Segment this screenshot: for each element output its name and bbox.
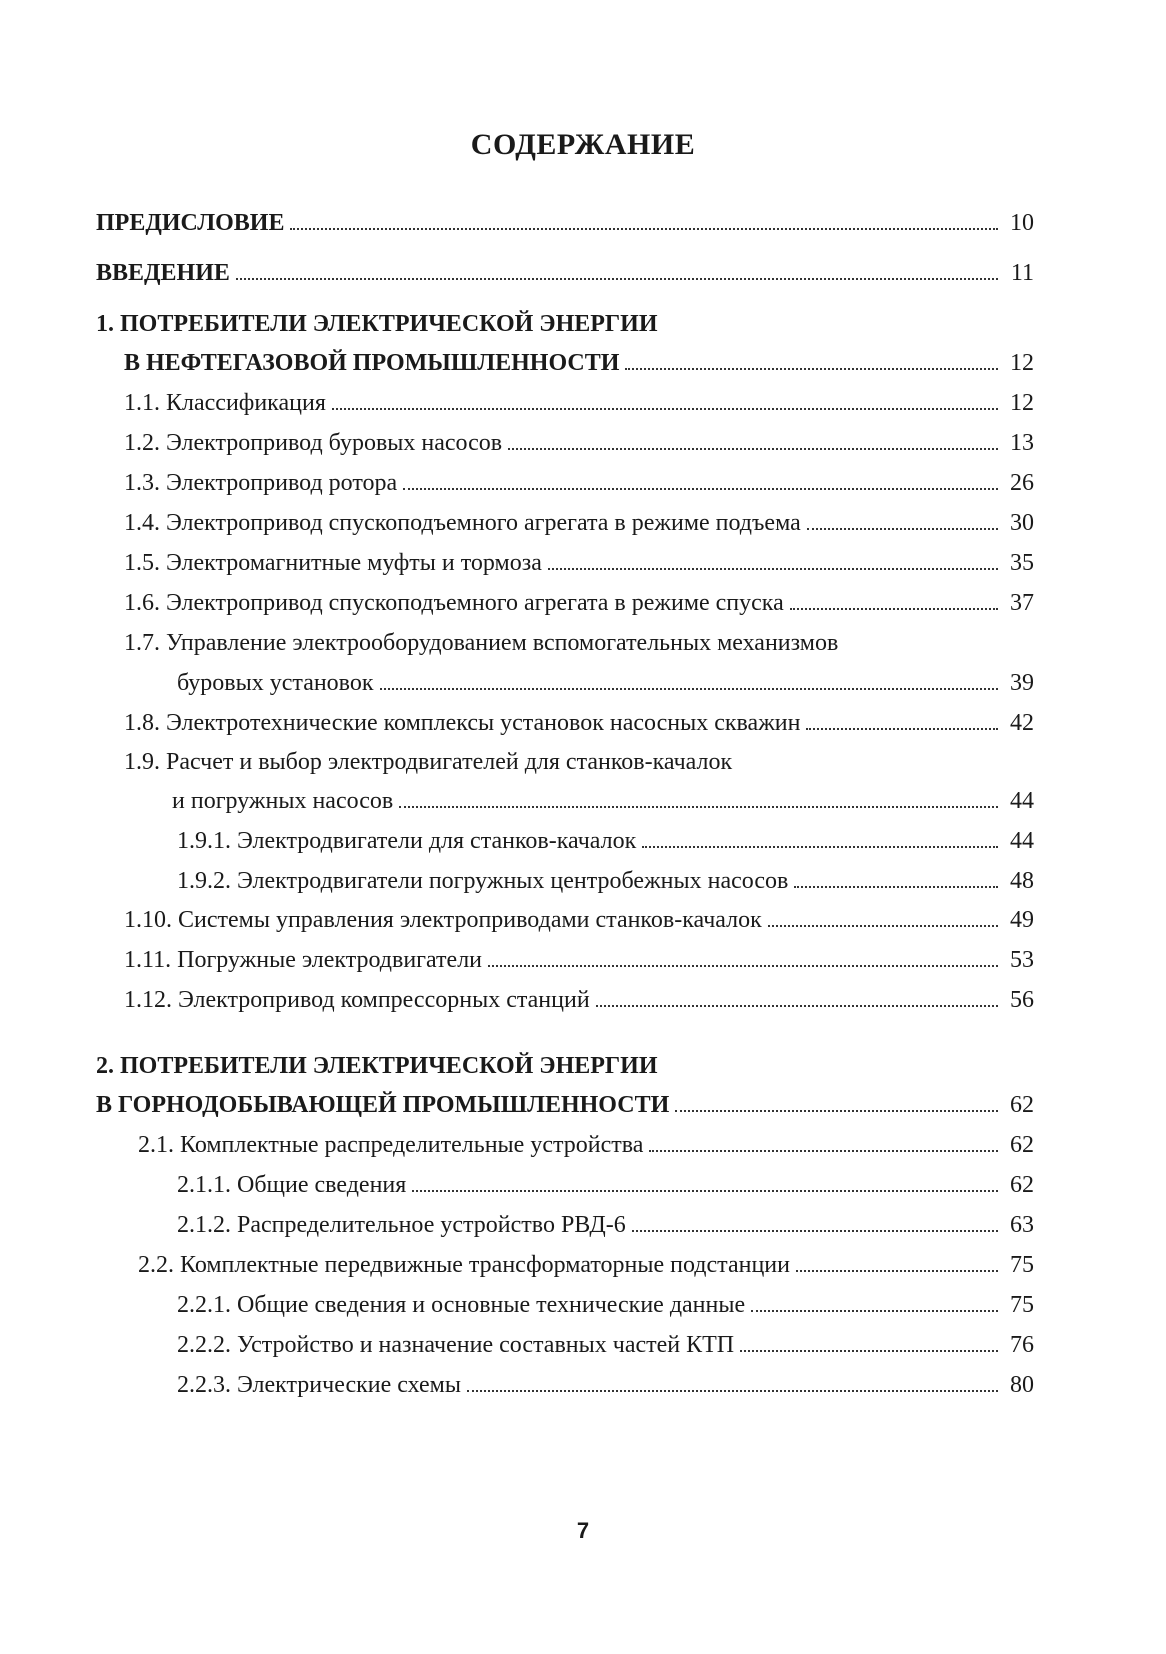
toc-leader (790, 607, 998, 610)
toc-page-number: 26 (1010, 470, 1034, 496)
toc-leader (642, 845, 998, 848)
toc-leader (806, 727, 998, 730)
toc-entry-text: 1.9.2. Электродвигатели погружных центробежных насосов (177, 868, 789, 894)
toc-leader (380, 687, 998, 690)
toc-leader (548, 567, 998, 570)
toc-entry-2-2-1[interactable] (177, 1286, 1034, 1320)
toc-entry-text: 1. ПОТРЕБИТЕЛИ ЭЛЕКТРИЧЕСКОЙ ЭНЕРГИИ (96, 311, 658, 337)
toc-page-number: 62 (1010, 1172, 1034, 1198)
toc-entry-text: 1.9. Расчет и выбор электродвигателей для станков-качалок (124, 749, 733, 775)
toc-leader (649, 1149, 998, 1152)
toc-entry-1-12[interactable] (124, 981, 1034, 1015)
toc-leader (625, 367, 998, 370)
toc-entry-text: 1.9.1. Электродвигатели для станков-качалок (177, 828, 637, 854)
toc-page-number: 37 (1010, 590, 1034, 616)
toc-page-number: 10 (1010, 210, 1034, 236)
toc-entry-introduction[interactable] (96, 254, 1034, 288)
toc-entry-2-1-2[interactable] (177, 1206, 1034, 1240)
toc-entry-1-1[interactable] (124, 384, 1034, 418)
toc-page-number: 13 (1010, 430, 1034, 456)
toc-leader (399, 805, 998, 808)
toc-entry-text: буровых установок (177, 670, 374, 696)
toc-entry-1-10[interactable] (124, 901, 1034, 935)
toc-entry-chapter-1-line-1[interactable] (96, 305, 1034, 339)
toc-leader (751, 1309, 998, 1312)
toc-entry-preface[interactable] (96, 204, 1034, 238)
toc-page-number: 75 (1010, 1252, 1034, 1278)
toc-page-number: 63 (1010, 1212, 1034, 1238)
toc-entry-text: В ГОРНОДОБЫВАЮЩЕЙ ПРОМЫШЛЕННОСТИ (96, 1092, 670, 1118)
toc-entry-1-6[interactable] (124, 584, 1034, 618)
toc-entry-text: 2. ПОТРЕБИТЕЛИ ЭЛЕКТРИЧЕСКОЙ ЭНЕРГИИ (96, 1053, 658, 1079)
toc-entry-1-11[interactable] (124, 941, 1034, 975)
toc-entry-text: 1.5. Электромагнитные муфты и тормоза (124, 550, 542, 576)
toc-leader (332, 407, 998, 410)
toc-entry-text: 1.6. Электропривод спускоподъемного агрегата в режиме спуска (124, 590, 784, 616)
toc-entry-1-5[interactable] (124, 544, 1034, 578)
toc-page-number: 76 (1010, 1332, 1034, 1358)
toc-leader (794, 885, 998, 888)
toc-leader (807, 527, 998, 530)
toc-entry-text: ВВЕДЕНИЕ (96, 260, 230, 286)
toc-page-number: 42 (1010, 710, 1034, 736)
toc-entry-text: 1.7. Управление электрооборудованием вспомогательных механизмов (124, 630, 839, 656)
toc-page-number: 62 (1010, 1132, 1034, 1158)
toc-entry-text: 2.2.1. Общие сведения и основные технические данные (177, 1292, 746, 1318)
toc-entry-1-8[interactable] (124, 704, 1034, 738)
toc-page-number: 62 (1010, 1092, 1034, 1118)
toc-entry-text: 1.10. Системы управления электроприводами станков-качалок (124, 907, 762, 933)
toc-entry-1-7-line-1[interactable] (124, 624, 1034, 658)
toc-entry-text: и погружных насосов (172, 788, 394, 814)
toc-page-number: 53 (1010, 947, 1034, 973)
toc-page-number: 30 (1010, 510, 1034, 536)
toc-page-number: 11 (1010, 260, 1034, 286)
toc-entry-text: 2.1.2. Распределительное устройство РВД-6 (177, 1212, 626, 1238)
toc-entry-2-1[interactable] (138, 1126, 1034, 1160)
toc-entry-2-2[interactable] (138, 1246, 1034, 1280)
toc-leader (412, 1189, 998, 1192)
toc-entry-text: 1.3. Электропривод ротора (124, 470, 398, 496)
toc-leader (290, 227, 998, 230)
page-number: 7 (576, 1518, 590, 1543)
toc-entry-text: 1.4. Электропривод спускоподъемного агрегата в режиме подъема (124, 510, 801, 536)
toc-leader (596, 1004, 998, 1007)
toc-entry-text: 2.1. Комплектные распределительные устройства (138, 1132, 644, 1158)
toc-entry-text: 1.11. Погружные электродвигатели (124, 947, 483, 973)
toc-page-number: 39 (1010, 670, 1034, 696)
toc-entry-1-4[interactable] (124, 504, 1034, 538)
toc-leader (488, 964, 998, 967)
toc-entry-text: 1.12. Электропривод компрессорных станций (124, 987, 590, 1013)
toc-entry-1-3[interactable] (124, 464, 1034, 498)
toc-entry-1-7-line-2[interactable] (177, 664, 1034, 698)
toc-entry-text: 1.2. Электропривод буровых насосов (124, 430, 503, 456)
toc-entry-text: 2.2. Комплектные передвижные трансформаторные подстанции (138, 1252, 790, 1278)
page-title: СОДЕРЖАНИЕ (470, 128, 696, 161)
toc-entry-1-9-line-2[interactable] (172, 782, 1034, 816)
toc-entry-text: 2.2.3. Электрические схемы (177, 1372, 461, 1398)
toc-entry-2-2-3[interactable] (177, 1366, 1034, 1400)
toc-leader (467, 1389, 998, 1392)
toc-entry-text: 2.2.2. Устройство и назначение составных частей КТП (177, 1332, 735, 1358)
toc-entry-chapter-2-line-2[interactable] (96, 1086, 1034, 1120)
toc-page-number: 44 (1010, 828, 1034, 854)
toc-page-number: 48 (1010, 868, 1034, 894)
toc-entry-chapter-2-line-1[interactable] (96, 1047, 1034, 1081)
toc-entry-text: ПРЕДИСЛОВИЕ (96, 210, 285, 236)
toc-entry-text: В НЕФТЕГАЗОВОЙ ПРОМЫШЛЕННОСТИ (124, 350, 620, 376)
toc-page-number: 75 (1010, 1292, 1034, 1318)
toc-entry-text: 2.1.1. Общие сведения (177, 1172, 407, 1198)
toc-leader (403, 487, 998, 490)
toc-page-number: 49 (1010, 907, 1034, 933)
toc-page-number: 12 (1010, 390, 1034, 416)
toc-leader (768, 924, 998, 927)
toc-leader (508, 447, 998, 450)
toc-entry-chapter-1-line-2[interactable] (124, 344, 1034, 378)
toc-entry-1-2[interactable] (124, 424, 1034, 458)
toc-page-number: 44 (1010, 788, 1034, 814)
toc-entry-text: 1.1. Классификация (124, 390, 326, 416)
toc-page-number: 80 (1010, 1372, 1034, 1398)
toc-entry-1-9-line-1[interactable] (124, 743, 1034, 777)
toc-leader (236, 277, 998, 280)
toc-leader (675, 1109, 998, 1112)
toc-leader (632, 1229, 998, 1232)
toc-leader (740, 1349, 998, 1352)
toc-page-number: 12 (1010, 350, 1034, 376)
toc-page-number: 35 (1010, 550, 1034, 576)
toc-page-number: 56 (1010, 987, 1034, 1013)
toc-entry-1-9-1[interactable] (177, 822, 1034, 856)
toc-entry-text: 1.8. Электротехнические комплексы установок насосных скважин (124, 710, 801, 736)
toc-entry-2-1-1[interactable] (177, 1166, 1034, 1200)
toc-entry-2-2-2[interactable] (177, 1326, 1034, 1360)
toc-leader (796, 1269, 998, 1272)
toc-entry-1-9-2[interactable] (177, 862, 1034, 896)
